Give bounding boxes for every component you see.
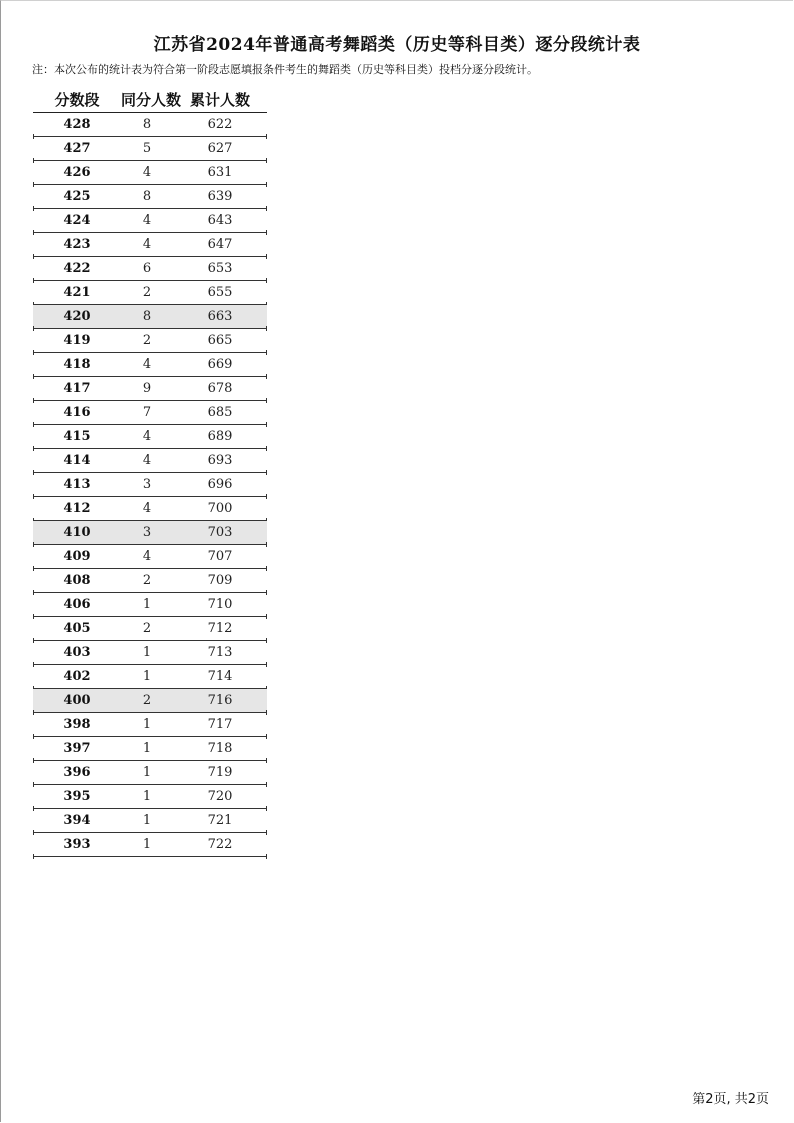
cell-same-score-count-text: 2 <box>142 285 152 300</box>
cell-score <box>33 785 121 809</box>
cell-score <box>33 137 121 161</box>
cell-score-text: 414 <box>63 453 91 468</box>
cell-score-text: 408 <box>63 573 91 588</box>
cell-cumulative-count-text: 647 <box>207 237 233 252</box>
cell-cumulative-count-text: 665 <box>207 333 233 348</box>
cell-same-score-count <box>121 401 173 425</box>
cell-score <box>33 329 121 353</box>
cell-same-score-count-text: 6 <box>142 261 152 276</box>
cell-score <box>33 569 121 593</box>
cell-same-score-count <box>121 521 173 545</box>
cell-same-score-count <box>121 161 173 185</box>
table-row <box>33 545 267 569</box>
cell-score-text: 397 <box>63 741 91 756</box>
cell-same-score-count-text: 4 <box>142 357 152 372</box>
cell-same-score-count-text: 4 <box>142 549 152 564</box>
table-row <box>33 569 267 593</box>
cell-cumulative-count <box>173 185 267 209</box>
cell-cumulative-count <box>173 449 267 473</box>
cell-score-text: 427 <box>63 141 91 156</box>
cell-score <box>33 185 121 209</box>
cell-cumulative-count-text: 709 <box>207 573 233 588</box>
cell-cumulative-count <box>173 569 267 593</box>
cell-same-score-count-text: 1 <box>142 717 152 732</box>
table-row <box>33 713 267 737</box>
cell-cumulative-count <box>173 713 267 737</box>
cell-score-text: 416 <box>63 405 91 420</box>
cell-cumulative-count <box>173 641 267 665</box>
table-row <box>33 401 267 425</box>
cell-same-score-count-text: 8 <box>142 117 152 132</box>
cell-score <box>33 809 121 833</box>
cell-score <box>33 617 121 641</box>
cell-same-score-count-text: 1 <box>142 645 152 660</box>
cell-score <box>33 161 121 185</box>
cell-same-score-count-text: 2 <box>142 621 152 636</box>
cell-cumulative-count-text: 710 <box>207 597 233 612</box>
cell-score <box>33 113 121 137</box>
header-cumulative-count: 累计人数 <box>173 86 267 113</box>
cell-score <box>33 449 121 473</box>
cell-same-score-count-text: 4 <box>142 501 152 516</box>
table-row <box>33 761 267 785</box>
cell-score <box>33 521 121 545</box>
cell-score <box>33 281 121 305</box>
cell-cumulative-count <box>173 689 267 713</box>
header-same-score-count: 同分人数 <box>121 86 173 113</box>
cell-same-score-count <box>121 113 173 137</box>
cell-same-score-count-text: 5 <box>142 141 152 156</box>
cell-same-score-count <box>121 185 173 209</box>
cell-score-text: 420 <box>63 309 91 324</box>
cell-same-score-count <box>121 281 173 305</box>
cell-score-text: 428 <box>63 117 91 132</box>
cell-score-text: 402 <box>63 669 91 684</box>
cell-same-score-count-text: 4 <box>142 165 152 180</box>
document-note: 注：本次公布的统计表为符合第一阶段志愿填报条件考生的舞蹈类（历史等科目类）投档分逐分段统计。 <box>32 63 538 76</box>
cell-same-score-count <box>121 209 173 233</box>
cell-score <box>33 401 121 425</box>
cell-same-score-count <box>121 833 173 857</box>
table-row <box>33 233 267 257</box>
cell-score <box>33 713 121 737</box>
cell-score-text: 412 <box>63 501 91 516</box>
cell-score <box>33 593 121 617</box>
cell-cumulative-count <box>173 113 267 137</box>
cell-same-score-count <box>121 665 173 689</box>
cell-cumulative-count <box>173 401 267 425</box>
cell-cumulative-count-text: 712 <box>207 621 233 636</box>
cell-same-score-count-text: 1 <box>142 837 152 852</box>
cell-same-score-count-text: 1 <box>142 597 152 612</box>
cell-same-score-count <box>121 329 173 353</box>
table-row <box>33 737 267 761</box>
cell-same-score-count-text: 1 <box>142 741 152 756</box>
table-body <box>33 113 267 857</box>
cell-same-score-count <box>121 233 173 257</box>
cell-cumulative-count <box>173 521 267 545</box>
cell-score-text: 409 <box>63 549 91 564</box>
cell-cumulative-count <box>173 329 267 353</box>
header-score: 分数段 <box>33 86 121 113</box>
cell-cumulative-count <box>173 665 267 689</box>
cell-same-score-count-text: 3 <box>142 525 152 540</box>
cell-cumulative-count-text: 653 <box>207 261 233 276</box>
cell-cumulative-count <box>173 737 267 761</box>
cell-same-score-count <box>121 593 173 617</box>
cell-score <box>33 353 121 377</box>
table-header-row <box>33 86 267 113</box>
cell-score-text: 406 <box>63 597 91 612</box>
cell-same-score-count <box>121 353 173 377</box>
cell-cumulative-count-text: 722 <box>207 837 233 852</box>
cell-cumulative-count-text: 627 <box>207 141 233 156</box>
cell-cumulative-count-text: 631 <box>207 165 233 180</box>
table-row <box>33 617 267 641</box>
cell-score <box>33 737 121 761</box>
table-row <box>33 809 267 833</box>
table-row <box>33 425 267 449</box>
cell-cumulative-count-text: 669 <box>207 357 233 372</box>
table-row <box>33 473 267 497</box>
cell-cumulative-count-text: 718 <box>207 741 233 756</box>
table-row <box>33 377 267 401</box>
cell-cumulative-count-text: 643 <box>207 213 233 228</box>
cell-same-score-count-text: 1 <box>142 813 152 828</box>
cell-same-score-count <box>121 569 173 593</box>
cell-cumulative-count-text: 689 <box>207 429 233 444</box>
cell-cumulative-count <box>173 137 267 161</box>
cell-same-score-count <box>121 713 173 737</box>
cell-score <box>33 425 121 449</box>
table-row <box>33 305 267 329</box>
cell-same-score-count-text: 9 <box>142 381 152 396</box>
cell-same-score-count <box>121 425 173 449</box>
table-row <box>33 593 267 617</box>
cell-cumulative-count-text: 721 <box>207 813 233 828</box>
table-row <box>33 497 267 521</box>
cell-score-text: 423 <box>63 237 91 252</box>
cell-score-text: 417 <box>63 381 91 396</box>
cell-score-text: 393 <box>63 837 91 852</box>
table-row <box>33 209 267 233</box>
cell-same-score-count <box>121 689 173 713</box>
cell-same-score-count <box>121 761 173 785</box>
table-row <box>33 665 267 689</box>
cell-same-score-count-text: 4 <box>142 237 152 252</box>
cell-same-score-count-text: 8 <box>142 189 152 204</box>
cell-score <box>33 305 121 329</box>
cell-cumulative-count-text: 696 <box>207 477 233 492</box>
cell-score <box>33 497 121 521</box>
cell-cumulative-count-text: 713 <box>207 645 233 660</box>
cell-cumulative-count <box>173 593 267 617</box>
cell-score-text: 398 <box>63 717 91 732</box>
cell-same-score-count <box>121 377 173 401</box>
cell-same-score-count-text: 2 <box>142 333 152 348</box>
row-rule-tick <box>266 854 267 859</box>
score-distribution-table <box>33 86 267 857</box>
cell-cumulative-count <box>173 305 267 329</box>
cell-score-text: 405 <box>63 621 91 636</box>
cell-score-text: 395 <box>63 789 91 804</box>
cell-score-text: 418 <box>63 357 91 372</box>
cell-same-score-count <box>121 785 173 809</box>
cell-score <box>33 209 121 233</box>
cell-score-text: 394 <box>63 813 91 828</box>
cell-cumulative-count-text: 639 <box>207 189 233 204</box>
cell-cumulative-count-text: 700 <box>207 501 233 516</box>
cell-same-score-count <box>121 617 173 641</box>
cell-score-text: 400 <box>63 693 91 708</box>
cell-cumulative-count-text: 622 <box>207 117 233 132</box>
cell-score <box>33 665 121 689</box>
cell-score <box>33 377 121 401</box>
table-row <box>33 185 267 209</box>
cell-score-text: 422 <box>63 261 91 276</box>
cell-cumulative-count-text: 655 <box>207 285 233 300</box>
table-row <box>33 641 267 665</box>
table-row <box>33 521 267 545</box>
table-row <box>33 353 267 377</box>
cell-same-score-count <box>121 641 173 665</box>
cell-cumulative-count <box>173 161 267 185</box>
cell-cumulative-count <box>173 377 267 401</box>
cell-same-score-count <box>121 257 173 281</box>
cell-score-text: 413 <box>63 477 91 492</box>
cell-cumulative-count <box>173 473 267 497</box>
cell-cumulative-count-text: 685 <box>207 405 233 420</box>
cell-cumulative-count-text: 678 <box>207 381 233 396</box>
cell-score-text: 410 <box>63 525 91 540</box>
cell-score-text: 425 <box>63 189 91 204</box>
table-row <box>33 785 267 809</box>
cell-same-score-count-text: 1 <box>142 789 152 804</box>
row-rule-tick <box>33 854 34 859</box>
cell-same-score-count <box>121 737 173 761</box>
cell-same-score-count <box>121 137 173 161</box>
cell-score-text: 424 <box>63 213 91 228</box>
cell-cumulative-count <box>173 233 267 257</box>
cell-same-score-count <box>121 305 173 329</box>
cell-score <box>33 257 121 281</box>
cell-same-score-count-text: 2 <box>142 573 152 588</box>
cell-score-text: 396 <box>63 765 91 780</box>
cell-cumulative-count-text: 719 <box>207 765 233 780</box>
cell-cumulative-count <box>173 833 267 857</box>
cell-score-text: 419 <box>63 333 91 348</box>
table-row <box>33 281 267 305</box>
cell-same-score-count-text: 2 <box>142 693 152 708</box>
cell-cumulative-count <box>173 209 267 233</box>
cell-same-score-count-text: 4 <box>142 453 152 468</box>
table-row <box>33 329 267 353</box>
table-row <box>33 161 267 185</box>
cell-cumulative-count <box>173 761 267 785</box>
cell-cumulative-count <box>173 617 267 641</box>
page-number: 第2页, 共2页 <box>692 1092 769 1107</box>
cell-same-score-count <box>121 473 173 497</box>
cell-cumulative-count <box>173 257 267 281</box>
cell-score-text: 403 <box>63 645 91 660</box>
table-row <box>33 137 267 161</box>
cell-cumulative-count <box>173 281 267 305</box>
cell-same-score-count <box>121 497 173 521</box>
cell-same-score-count-text: 7 <box>142 405 152 420</box>
cell-cumulative-count <box>173 785 267 809</box>
cell-cumulative-count-text: 693 <box>207 453 233 468</box>
cell-same-score-count-text: 8 <box>142 309 152 324</box>
cell-cumulative-count-text: 716 <box>207 693 233 708</box>
cell-score <box>33 545 121 569</box>
cell-same-score-count <box>121 545 173 569</box>
cell-same-score-count-text: 1 <box>142 765 152 780</box>
cell-score <box>33 641 121 665</box>
table-row <box>33 689 267 713</box>
cell-score <box>33 233 121 257</box>
cell-cumulative-count <box>173 497 267 521</box>
cell-cumulative-count <box>173 545 267 569</box>
cell-score <box>33 761 121 785</box>
cell-same-score-count-text: 3 <box>142 477 152 492</box>
cell-cumulative-count <box>173 425 267 449</box>
cell-score-text: 415 <box>63 429 91 444</box>
table-row <box>33 833 267 857</box>
table-row <box>33 257 267 281</box>
cell-cumulative-count-text: 717 <box>207 717 233 732</box>
cell-cumulative-count-text: 714 <box>207 669 233 684</box>
cell-score <box>33 473 121 497</box>
cell-score-text: 426 <box>63 165 91 180</box>
cell-score <box>33 833 121 857</box>
cell-cumulative-count-text: 720 <box>207 789 233 804</box>
cell-cumulative-count-text: 703 <box>207 525 233 540</box>
cell-same-score-count-text: 4 <box>142 429 152 444</box>
cell-same-score-count <box>121 449 173 473</box>
cell-cumulative-count <box>173 809 267 833</box>
cell-same-score-count <box>121 809 173 833</box>
cell-cumulative-count-text: 663 <box>207 309 233 324</box>
cell-score-text: 421 <box>63 285 91 300</box>
table-row <box>33 113 267 137</box>
cell-score <box>33 689 121 713</box>
cell-same-score-count-text: 4 <box>142 213 152 228</box>
cell-cumulative-count-text: 707 <box>207 549 233 564</box>
cell-cumulative-count <box>173 353 267 377</box>
table-row <box>33 449 267 473</box>
cell-same-score-count-text: 1 <box>142 669 152 684</box>
document-title: 江苏省2024年普通高考舞蹈类（历史等科目类）逐分段统计表 <box>153 35 641 55</box>
